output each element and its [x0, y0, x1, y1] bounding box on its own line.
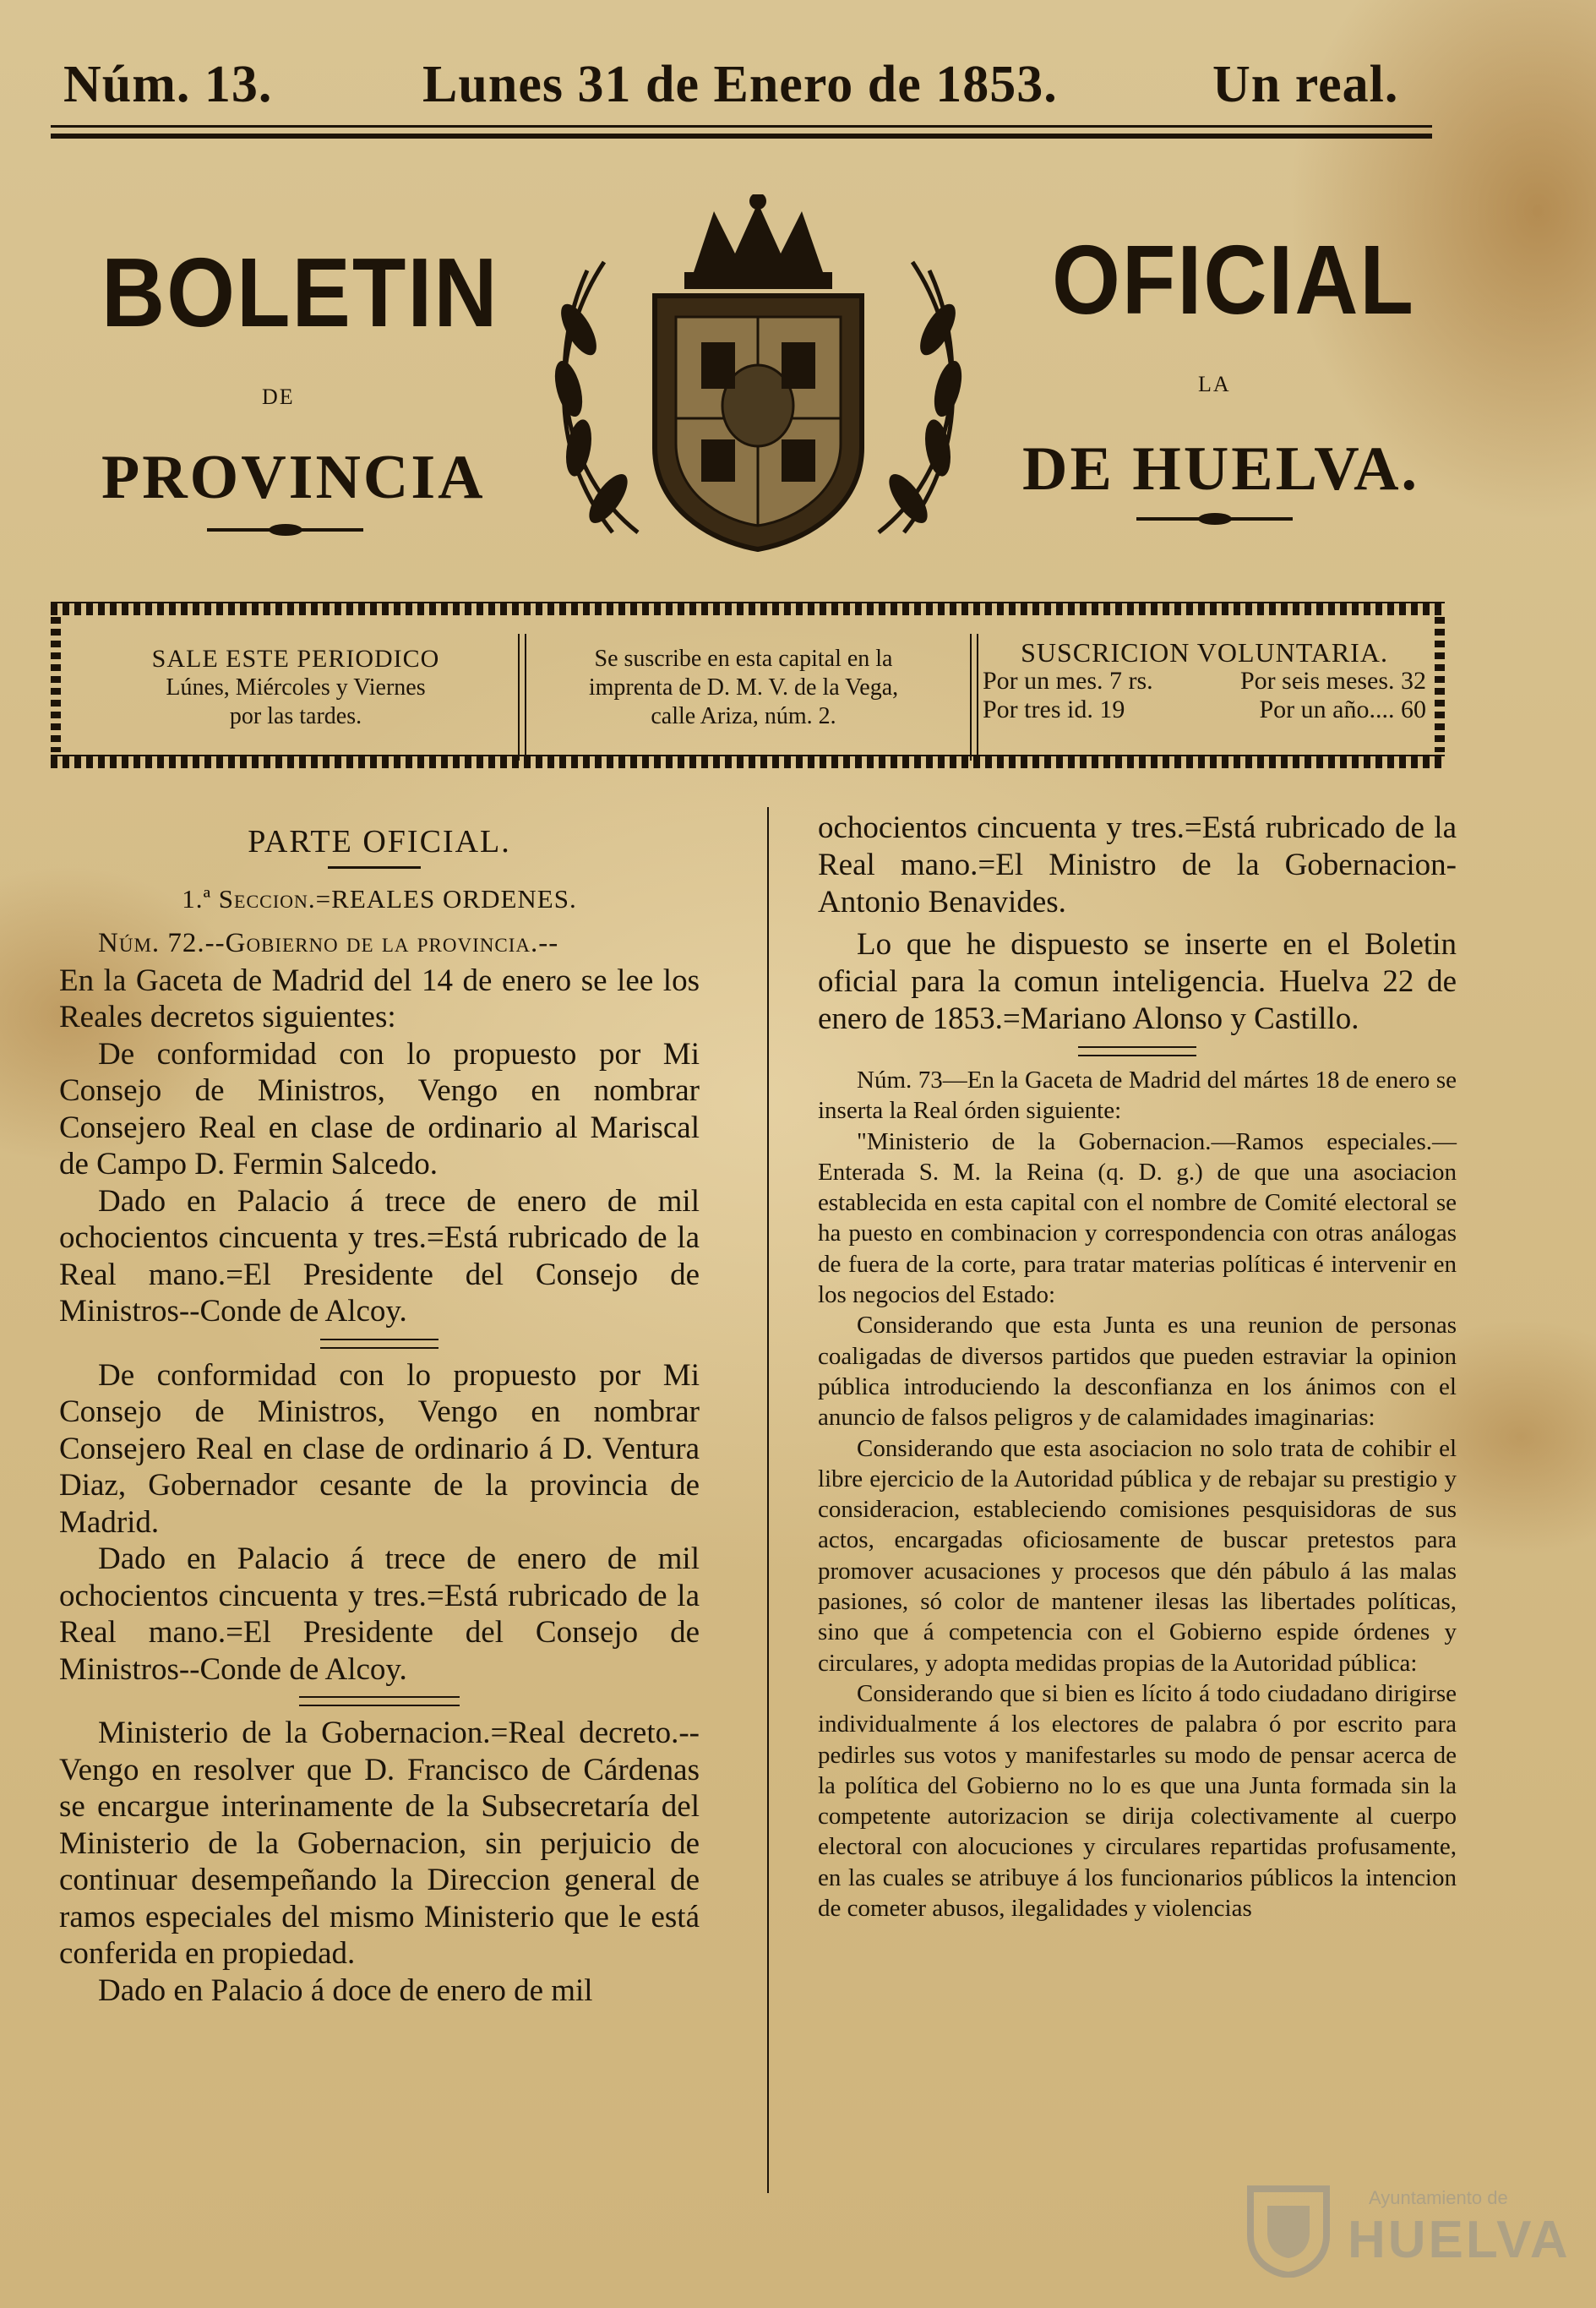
flourish-right — [1136, 517, 1293, 521]
governor-note: Lo que he dispuesto se inserte en el Boletin oficial para la comun inteligencia. Huelva 22 de enero de 1853.=Mariano Alonso y Castillo. — [818, 927, 1457, 1036]
decree-2-text: De conformidad con lo propuesto por Mi Consejo de Ministros, Vengo en nombrar Consejero Real en clase de ordinario á D. Ventura Diaz, Gobernador cesante de la provincia de Madrid. — [59, 1357, 700, 1540]
decree-2-signature: Dado en Palacio á trece de enero de mil ochocientos cincuenta y tres.=Está rubricado de la Real mano.=El Presidente del Consejo de Ministros--Conde de Alcoy. — [59, 1541, 700, 1687]
decree-1-signature: Dado en Palacio á trece de enero de mil ochocientos cincuenta y tres.=Está rubricado de la Real mano.=El Presidente del Consejo de Ministros--Conde de Alcoy. — [59, 1183, 700, 1329]
info-publication-schedule — [76, 645, 515, 731]
info-divider-2b — [977, 634, 978, 761]
royal-order-considering-1: Considerando que esta Junta es una reunion de personas coaligadas de diversos partidos que pueden estraviar la opinion pública introduciendo la desconfianza en los ánimos con el anuncio de falsos peligros y de calamidades imaginarias: — [818, 1312, 1457, 1432]
border-chain-right — [1435, 617, 1445, 752]
title-boletin: BOLETIN — [101, 237, 499, 348]
info-schedule-days: Lúnes, Miércoles y Viernes — [166, 674, 426, 701]
city-shield-icon — [1242, 2180, 1335, 2278]
info-divider-1b — [525, 634, 526, 761]
info-prices-row-1 — [983, 667, 1426, 696]
masthead-rule-top — [51, 125, 1432, 128]
price-three-months: Por tres id. 19 — [983, 696, 1125, 723]
title-de: DE — [262, 385, 295, 409]
info-place-line2: imprenta de D. M. V. de la Vega, — [588, 674, 899, 701]
masthead — [59, 51, 1436, 118]
left-column — [59, 824, 700, 2009]
info-divider-1a — [518, 634, 520, 761]
border-chain-top — [51, 602, 1445, 615]
info-subscription-place — [532, 645, 955, 731]
archive-watermark — [1242, 2172, 1571, 2282]
title-oficial: OFICIAL — [1052, 225, 1415, 336]
issue-number: Núm. 13. — [63, 56, 273, 113]
info-schedule-heading: SALE ESTE PERIODICO — [151, 645, 440, 673]
info-place-line1: Se suscribe en esta capital en la — [594, 646, 893, 672]
info-subscription-prices — [983, 638, 1426, 724]
notice-72-heading: Núm. 72.--Gobierno de la provincia.-- — [98, 928, 559, 958]
notice-73-heading: Núm. 73—En la Gaceta de Madrid del mártes 18 de enero se inserta la Real órden siguiente: — [818, 1067, 1457, 1125]
title-la: LA — [1198, 372, 1231, 396]
masthead-rule-bottom — [51, 134, 1432, 139]
watermark-line1: Ayuntamiento de — [1369, 2187, 1508, 2208]
border-chain-bottom — [51, 755, 1445, 768]
section-title: PARTE OFICIAL. — [248, 824, 511, 859]
royal-order-considering-2: Considerando que esta asociacion no solo trata de cohibir el libre ejercicio de la Autoridad pública y de rebajar su prestigio y consideracion, estableciendo comisiones pesquisidoras de sus actos, encargadas oficiosamente de buscar pretestos para promover acusaciones y procesos que dén pábulo á las malas pasiones, só color de mantener ilesas las libertades políticas, sino que á competencia con el Gobierno espide órdenes y circulares, y adopta medidas propias de la Autoridad pública: — [818, 1434, 1457, 1677]
separator-3 — [1078, 1046, 1196, 1056]
title-de-huelva: DE HUELVA. — [1022, 434, 1420, 504]
info-prices-row-2 — [983, 696, 1426, 724]
info-schedule-time: por las tardes. — [229, 703, 362, 729]
decree-3-text: Ministerio de la Gobernacion.=Real decreto.--Vengo en resolver que D. Francisco de Cárdenas se encargue interinamente de la Subsecretaría del Ministerio de la Gobernacion, sin perjuicio de continuar desempeñando la Direccion general de ramos especiales del mismo Ministerio que le está conferida en propiedad. — [59, 1716, 700, 1971]
right-column — [818, 810, 1457, 1923]
decree-3-signature: ochocientos cincuenta y tres.=Está rubricado de la Real mano.=El Ministro de la Gobernacion-Antonio Benavides. — [818, 810, 1457, 919]
issue-date: Lunes 31 de Enero de 1853. — [422, 56, 1058, 113]
info-place-line3: calle Ariza, núm. 2. — [651, 703, 836, 729]
title-provincia: PROVINCIA — [101, 443, 486, 512]
issue-price: Un real. — [1212, 56, 1399, 113]
column-divider — [767, 807, 769, 2193]
notice-72-intro: En la Gaceta de Madrid del 14 de enero se lee los Reales decretos siguientes: — [59, 963, 700, 1034]
watermark-line2: HUELVA — [1348, 2211, 1571, 2269]
separator-1 — [320, 1339, 438, 1349]
separator-2 — [299, 1696, 460, 1706]
royal-order-considering-3: Considerando que si bien es lícito á todo ciudadano dirigirse individualmente á los electores de palabra ó por escrito para pedirles sus votos y manifestarles su modo de pensar acerca de la política del Gobierno no lo es que una Junta formada sin la competente autorizacion se dirija colectivamente al cuerpo electoral con alocuciones y circulares repartidas profusamente, en las cuales se atribuye á los funcionarios públicos la intencion de cometer abusos, ilegalidades y violencias — [818, 1679, 1457, 1923]
price-one-month: Por un mes. 7 rs. — [983, 667, 1153, 695]
price-one-year: Por un año.... 60 — [1259, 696, 1426, 723]
subsection-title: 1.ª Seccion.=REALES ORDENES. — [182, 883, 577, 914]
coat-of-arms-emblem — [528, 194, 989, 566]
price-six-months: Por seis meses. 32 — [1240, 667, 1426, 695]
flourish-left — [207, 528, 363, 532]
info-divider-2a — [970, 634, 972, 761]
info-prices-heading: SUSCRICION VOLUNTARIA. — [1021, 637, 1388, 668]
royal-order-intro: "Ministerio de la Gobernacion.—Ramos especiales.—Enterada S. M. la Reina (q. D. g.) de que una asociacion establecida en esta capital con el nombre de Comité electoral se ha puesto en combinacion y correspondencia con otras análogas de fuera de la corte, para tratar materias políticas é intervenir en los negocios del Estado: — [818, 1127, 1457, 1309]
section-title-rule — [328, 866, 421, 869]
decree-1-text: De conformidad con lo propuesto por Mi Consejo de Ministros, Vengo en nombrar Consejero Real en clase de ordinario al Mariscal de Campo D. Fermin Salcedo. — [59, 1036, 700, 1181]
decree-3-date: Dado en Palacio á doce de enero de mil — [98, 1972, 593, 2008]
border-chain-left — [51, 617, 61, 752]
